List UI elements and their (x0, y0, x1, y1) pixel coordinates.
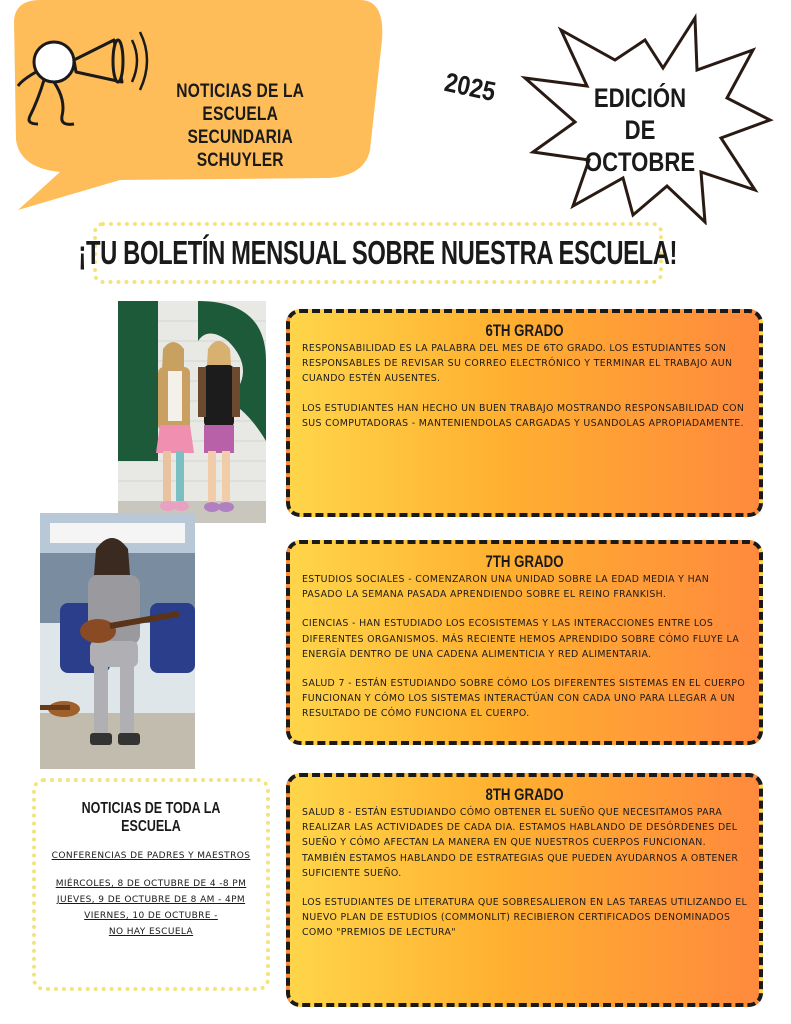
sixth-grade-title: 6TH GRADO (485, 321, 564, 340)
school-title (150, 80, 330, 172)
sixth-grade-paragraph: RESPONSABILIDAD ES LA PALABRA DEL MES DE 6TO GRADO. LOS ESTUDIANTES SON RESPONSABLES DE REVISAR SU CORREO ELECTRÓNICO Y TERMINAR EL TRABAJO AUN CUANDO ESTÉN AUSENTES. (302, 343, 733, 385)
eighth-grade-body (290, 805, 759, 941)
school-title-line2: SECUNDARIA SCHUYLER (187, 127, 293, 171)
conference-date: VIERNES, 10 DE OCTUBRE - (84, 911, 218, 921)
sixth-grade-paragraph: LOS ESTUDIANTES HAN HECHO UN BUEN TRABAJO MOSTRANDO RESPONSABILIDAD CON SUS COMPUTADORAS - MANTENIENDOLAS CARGADAS Y USANDOLAS APROPIADAMENTE. (302, 402, 745, 429)
sixth-grade-section (286, 309, 763, 517)
newsletter-banner (78, 222, 678, 284)
conference-date: MIÉRCOLES, 8 DE OCTUBRE DE 4 -8 PM (55, 879, 247, 889)
school-news-title: NOTICIAS DE TODA LA ESCUELA (81, 800, 221, 835)
edition-label (579, 82, 702, 178)
sixth-grade-students-photo (118, 301, 266, 523)
eighth-grade-paragraph: SALUD 8 - ESTÁN ESTUDIANDO CÓMO OBTENER EL SUEÑO QUE NECESITAMOS PARA REALIZAR LAS ACTIVIDADES DE CADA DIA. ESTAMOS HABLANDO DE DESÓRDENES DEL SUEÑO Y CÓMO AFECTAN LA MANERA EN QUE NUESTROS CUERPOS FUNCIONAN. TAMBIÉN ESTAMOS HABLANDO DE ESTRATEGIAS QUE PUEDEN AYUDARNOS A OBTENER SUFICIENTE SUEÑO. (302, 807, 739, 879)
seventh-grade-section (286, 540, 763, 745)
megaphone-mascot-icon (14, 20, 164, 140)
seventh-grade-body (290, 572, 759, 722)
seventh-grade-paragraph: CIENCIAS - HAN ESTUDIADO LOS ECOSISTEMAS Y LAS INTERACCIONES ENTRE LOS DIFERENTES ORGANISMOS. MÁS RECIENTE HEMOS APRENDIDO SOBRE CÓMO FLUYE LA ENERGÍA DENTRO DE UNA CADENA ALIMENTICIA Y RED ALIMENTARIA. (302, 618, 740, 660)
seventh-grade-ukulele-photo (40, 513, 195, 769)
seventh-grade-title: 7TH GRADO (485, 552, 564, 571)
eighth-grade-title: 8TH GRADO (485, 785, 564, 804)
edition-line1: EDICIÓN DE (593, 83, 687, 145)
year-label: 2025 (442, 67, 499, 107)
edition-line2: OCTOBRE (584, 147, 696, 177)
sixth-grade-body (290, 341, 759, 431)
conference-dates (36, 876, 266, 940)
school-news-section (32, 778, 270, 991)
conference-date: JUEVES, 9 DE OCTUBRE DE 8 AM - 4PM (56, 895, 246, 905)
banner-title: ¡TU BOLETÍN MENSUAL SOBRE NUESTRA ESCUELA! (78, 234, 678, 271)
school-title-line1: NOTICIAS DE LA ESCUELA (176, 81, 305, 125)
conference-heading: CONFERENCIAS DE PADRES Y MAESTROS (51, 851, 251, 861)
eighth-grade-section (286, 773, 763, 1007)
seventh-grade-paragraph: ESTUDIOS SOCIALES - COMENZARON UNA UNIDAD SOBRE LA EDAD MEDIA Y HAN PASADO LA SEMANA PASADA APRENDIENDO SOBRE EL REINO FRANKISH. (302, 574, 710, 601)
seventh-grade-paragraph: SALUD 7 - ESTÁN ESTUDIANDO SOBRE CÓMO LOS DIFERENTES SISTEMAS EN EL CUERPO FUNCIONAN Y CÓMO LOS SISTEMAS INTERACTÚAN CON CADA UNO PARA LLEGAR A UN RESULTADO DE CÓMO FUNCIONA EL CUERPO. (302, 678, 746, 720)
no-school-note: NO HAY ESCUELA (108, 927, 194, 937)
eighth-grade-paragraph: LOS ESTUDIANTES DE LITERATURA QUE SOBRESALIERON EN LAS TAREAS UTILIZANDO EL NUEVO PLAN DE ESTUDIOS (COMMONLIT) RECIBIERON CERTIFICADOS DENOMINADOS COMO "PREMIOS DE LECTURA" (302, 897, 748, 939)
